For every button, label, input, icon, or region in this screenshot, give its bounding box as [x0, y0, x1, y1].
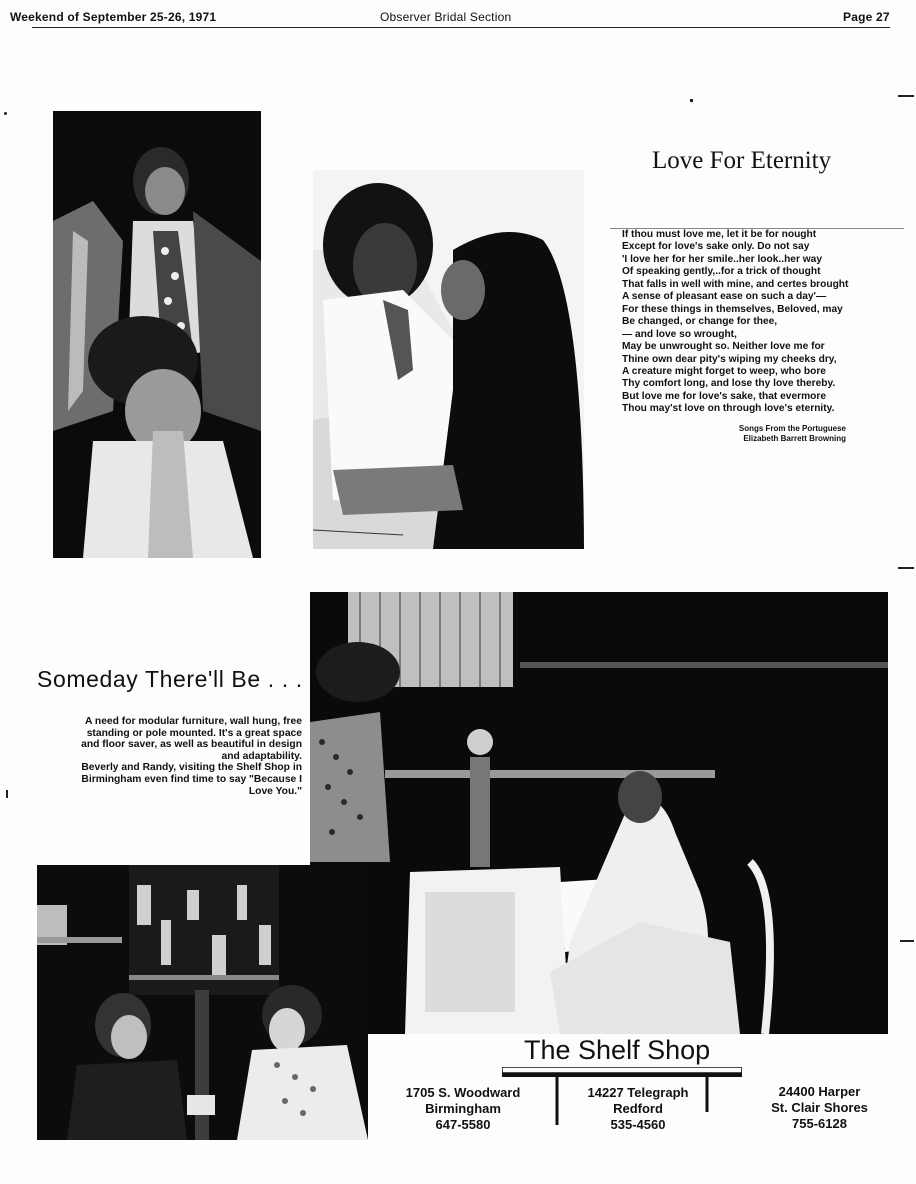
header-date-text: Weekend of September 25-26, 1971	[10, 10, 217, 24]
header-page-text: Page 27	[843, 10, 890, 24]
poem-line: Thou may'st love on through love's eternity.	[622, 403, 835, 415]
poem-line: A sense of pleasant ease on such a day'—	[622, 291, 827, 303]
feature-paragraph: Beverly and Randy, visiting the Shelf Shop in Birmingham even find time to say "Because I Love You."	[81, 762, 302, 797]
print-speck	[690, 99, 693, 102]
ad-location-phone: 647-5580	[435, 1117, 491, 1132]
poem-line: Of speaking gently,..for a trick of thought	[622, 266, 821, 278]
poem-body	[622, 229, 894, 416]
margin-mark	[900, 940, 914, 942]
ad-location-street: 14227 Telegraph	[587, 1085, 689, 1100]
ad-shelf-graphic	[502, 1067, 742, 1077]
photo-couple-embrace	[53, 111, 261, 558]
poem-credit-author: Elizabeth Barrett Browning	[743, 434, 846, 443]
feature-headline-text: Someday There'll Be . . .	[37, 666, 303, 692]
header-section-text: Observer Bridal Section	[380, 10, 512, 24]
poem-line: That falls in well with mine, and certes brought	[622, 278, 849, 290]
poem-line: 'I love her for her smile..her look..her way	[622, 253, 823, 265]
feature-headline	[37, 666, 303, 693]
ad-location-city: Redford	[613, 1101, 663, 1116]
photo-couple-embrace-image	[53, 111, 261, 558]
ad-shop-name	[524, 1035, 710, 1066]
poem-title-text: Love For Eternity	[652, 147, 832, 174]
header-date	[10, 10, 216, 24]
photo-shop-interior-image	[310, 592, 888, 1034]
header-page-number	[843, 10, 890, 24]
feature-body	[70, 716, 302, 797]
ad-location-street: 1705 S. Woodward	[405, 1085, 521, 1100]
poem-line: Except for love's sake only. Do not say	[622, 241, 810, 253]
ad-location-telegraph	[568, 1085, 708, 1133]
poem-line: Thine own dear pity's wiping my cheeks dry,	[622, 353, 837, 365]
poem-line: May be unwrought so. Neither love me for	[622, 341, 825, 353]
photo-couple-seated-image	[37, 865, 368, 1140]
photo-couple-holding	[313, 170, 584, 549]
poem-credit	[700, 424, 846, 444]
poem-line: But love me for love's sake, that evermore	[622, 390, 826, 402]
print-speck	[4, 112, 7, 115]
poem-line: Be changed, or change for thee,	[622, 316, 778, 328]
poem-line: — and love so wrought,	[622, 328, 737, 340]
ad-location-city: St. Clair Shores	[771, 1100, 868, 1115]
ad-location-street: 24400 Harper	[778, 1084, 861, 1099]
poem-line: For these things in themselves, Beloved, may	[622, 303, 843, 315]
feature-paragraph: A need for modular furniture, wall hung, free standing or pole mounted. It's a great space and floor saver, as well as beautiful in design and adaptability.	[81, 716, 302, 762]
ad-location-phone: 535-4560	[610, 1117, 666, 1132]
header-section	[380, 10, 511, 24]
ad-shop-name-text: The Shelf Shop	[524, 1035, 711, 1065]
margin-mark	[898, 567, 914, 569]
ad-location-city: Birmingham	[425, 1101, 501, 1116]
poem-line: If thou must love me, let it be for nought	[622, 229, 817, 240]
ad-location-harper	[752, 1084, 887, 1132]
header-rule	[32, 27, 890, 28]
margin-mark	[898, 95, 914, 97]
print-speck	[6, 790, 8, 798]
photo-couple-holding-image	[313, 170, 584, 549]
poem-line: A creature might forget to weep, who bore	[622, 365, 826, 377]
poem-title	[652, 147, 831, 175]
ad-location-phone: 755-6128	[792, 1116, 847, 1131]
ad-location-woodward	[393, 1085, 533, 1133]
poem-credit-source: Songs From the Portuguese	[738, 424, 846, 433]
poem-line: Thy comfort long, and lose thy love thereby.	[622, 378, 836, 390]
photo-couple-seated	[37, 865, 368, 1140]
photo-shop-interior	[310, 592, 888, 1034]
